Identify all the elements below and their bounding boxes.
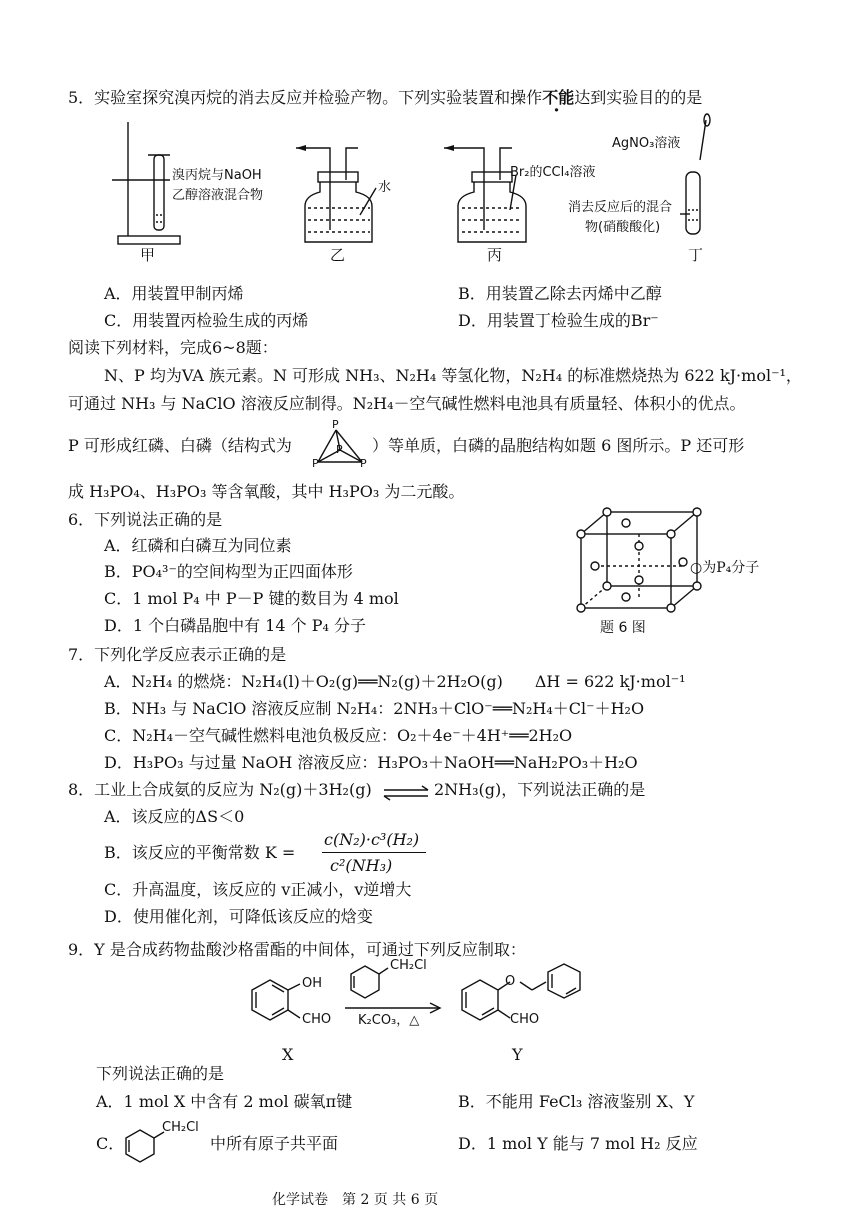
p-atom-top: P bbox=[332, 418, 339, 431]
q7-option-c: C．N₂H₄－空气碱性燃料电池负极反应：O₂＋4e⁻＋4H⁺══2H₂O bbox=[104, 726, 573, 745]
ding-label-1: 消去反应后的混合 bbox=[568, 200, 673, 215]
fig-name-bing: 丙 bbox=[487, 246, 503, 264]
q7-option-b: B．NH₃ 与 NaClO 溶液反应制 N₂H₄：2NH₃＋ClO⁻══N₂H₄＋Cl⁻＋H₂O bbox=[104, 699, 645, 718]
q6-figure-legend: ○为P₄分子 bbox=[690, 560, 760, 576]
apparatus-ding bbox=[680, 114, 710, 234]
q6-option-a: A．红磷和白磷互为同位素 bbox=[104, 536, 292, 555]
q6-figure-caption: 题 6 图 bbox=[600, 620, 646, 636]
compound-x-name: X bbox=[282, 1045, 294, 1064]
fig-name-yi: 乙 bbox=[330, 246, 346, 264]
q6-option-d: D．1 个白磷晶胞中有 14 个 P₄ 分子 bbox=[104, 616, 366, 635]
equilibrium-arrow-icon bbox=[380, 786, 432, 800]
white-phosphorus-unit-cell bbox=[575, 506, 705, 616]
q5-stem-suffix: 达到实验目的的是 bbox=[574, 88, 703, 107]
q5-stem-text: 5．实验室探究溴丙烷的消去反应并检验产物。下列实验装置和操作 bbox=[68, 88, 543, 107]
q5-option-b: B．用装置乙除去丙烯中乙醇 bbox=[458, 284, 662, 303]
q9-option-d: D．1 mol Y 能与 7 mol H₂ 反应 bbox=[458, 1134, 698, 1153]
q6-option-b: B．PO₄³⁻的空间构型为正四面体形 bbox=[104, 562, 353, 581]
p-atom-right: P bbox=[360, 457, 367, 470]
fig-name-ding: 丁 bbox=[688, 246, 704, 264]
jia-label-2: 乙醇溶液混合物 bbox=[172, 188, 264, 203]
q9-option-c-text: 中所有原子共平面 bbox=[210, 1134, 339, 1153]
compound-y-name: Y bbox=[512, 1045, 523, 1064]
page-footer: 化学试卷 第 2 页 共 6 页 bbox=[272, 1192, 439, 1208]
q5-option-a: A．用装置甲制丙烯 bbox=[104, 284, 244, 303]
q6-option-c: C．1 mol P₄ 中 P－P 键的数目为 4 mol bbox=[104, 589, 399, 608]
option-c-ch2cl: CH₂Cl bbox=[162, 1120, 199, 1135]
apparatus-bing bbox=[444, 148, 526, 242]
fig-name-jia: 甲 bbox=[140, 246, 156, 264]
material-p3a: P 可形成红磷、白磷（结构式为 bbox=[68, 436, 292, 455]
q7-stem: 7．下列化学反应表示正确的是 bbox=[68, 645, 287, 664]
material-p2: 可通过 NH₃ 与 NaClO 溶液反应制得。N₂H₄－空气碱性燃料电池具有质量轻、体积小的优点。 bbox=[68, 394, 746, 413]
material-p3b: ）等单质，白磷的晶胞结构如题 6 图所示。P 还可形 bbox=[372, 436, 745, 455]
material-intro: 阅读下列材料，完成6~8题： bbox=[68, 338, 278, 357]
y-cho-label: CHO bbox=[510, 1012, 540, 1027]
q6-stem: 6．下列说法正确的是 bbox=[68, 510, 223, 529]
q5-option-c: C．用装置丙检验生成的丙烯 bbox=[104, 311, 309, 330]
q8-stem-b: 2NH₃(g)，下列说法正确的是 bbox=[434, 780, 646, 799]
q8-option-a: A．该反应的ΔS＜0 bbox=[104, 807, 245, 826]
q5-apparatus-figure bbox=[0, 110, 867, 290]
q9-option-c-prefix: C． bbox=[96, 1134, 125, 1153]
ding-top-label: AgNO₃溶液 bbox=[612, 136, 681, 151]
x-cho-label: CHO bbox=[302, 1012, 332, 1027]
x-oh-label: OH bbox=[302, 976, 323, 991]
fraction-line bbox=[322, 852, 426, 853]
p-atom-left: P bbox=[312, 457, 319, 470]
q8-stem-a: 8．工业上合成氨的反应为 N₂(g)＋3H₂(g) bbox=[68, 780, 372, 799]
q9-option-a: A．1 mol X 中含有 2 mol 碳氧π键 bbox=[96, 1092, 353, 1111]
reaction-scheme bbox=[230, 960, 867, 1060]
q8-option-b: B．该反应的平衡常数 K = bbox=[104, 843, 296, 862]
q9-sub-stem: 下列说法正确的是 bbox=[96, 1064, 225, 1083]
reagent-conditions: K₂CO₃，△ bbox=[358, 1013, 420, 1028]
jia-label-1: 溴丙烷与NaOH bbox=[172, 168, 262, 183]
reagent-ch2cl-label: CH₂Cl bbox=[390, 958, 427, 973]
ding-label-2: 物(硝酸酸化) bbox=[585, 220, 661, 235]
apparatus-jia bbox=[112, 122, 180, 244]
apparatus-yi bbox=[296, 148, 376, 242]
q9-option-b: B．不能用 FeCl₃ 溶液鉴别 X、Y bbox=[458, 1092, 695, 1111]
q5-stem bbox=[68, 88, 702, 108]
material-p1: N、P 均为VA 族元素。N 可形成 NH₃、N₂H₄ 等氢化物，N₂H₄ 的标准燃烧热为 622 kJ·mol⁻¹， bbox=[104, 366, 802, 385]
q8-k-numerator: c(N₂)·c³(H₂) bbox=[324, 830, 420, 849]
p-atom-middle: P bbox=[336, 443, 343, 456]
material-p4: 成 H₃PO₄、H₃PO₃ 等含氧酸，其中 H₃PO₃ 为二元酸。 bbox=[68, 482, 465, 501]
q7-option-a: A．N₂H₄ 的燃烧：N₂H₄(l)＋O₂(g)══N₂(g)＋2H₂O(g) ΔH = 622 kJ·mol⁻¹ bbox=[104, 672, 686, 691]
q7-option-d: D．H₃PO₃ 与过量 NaOH 溶液反应：H₃PO₃＋NaOH══NaH₂PO₃＋H₂O bbox=[104, 753, 638, 772]
q5-emphasis: 不能 bbox=[542, 88, 575, 107]
q8-option-c: C．升高温度，该反应的 v正减小，v逆增大 bbox=[104, 880, 412, 899]
q8-option-d: D．使用催化剂，可降低该反应的焓变 bbox=[104, 907, 373, 926]
y-o-label: O bbox=[505, 974, 516, 989]
q8-k-denominator: c²(NH₃) bbox=[330, 856, 393, 875]
q9-stem: 9．Y 是合成药物盐酸沙格雷酯的中间体，可通过下列反应制取： bbox=[68, 940, 526, 959]
yi-label: 水 bbox=[378, 180, 392, 195]
q5-option-d: D．用装置丁检验生成的Br⁻ bbox=[458, 311, 659, 330]
bing-label: Br₂的CCl₄溶液 bbox=[510, 165, 596, 180]
